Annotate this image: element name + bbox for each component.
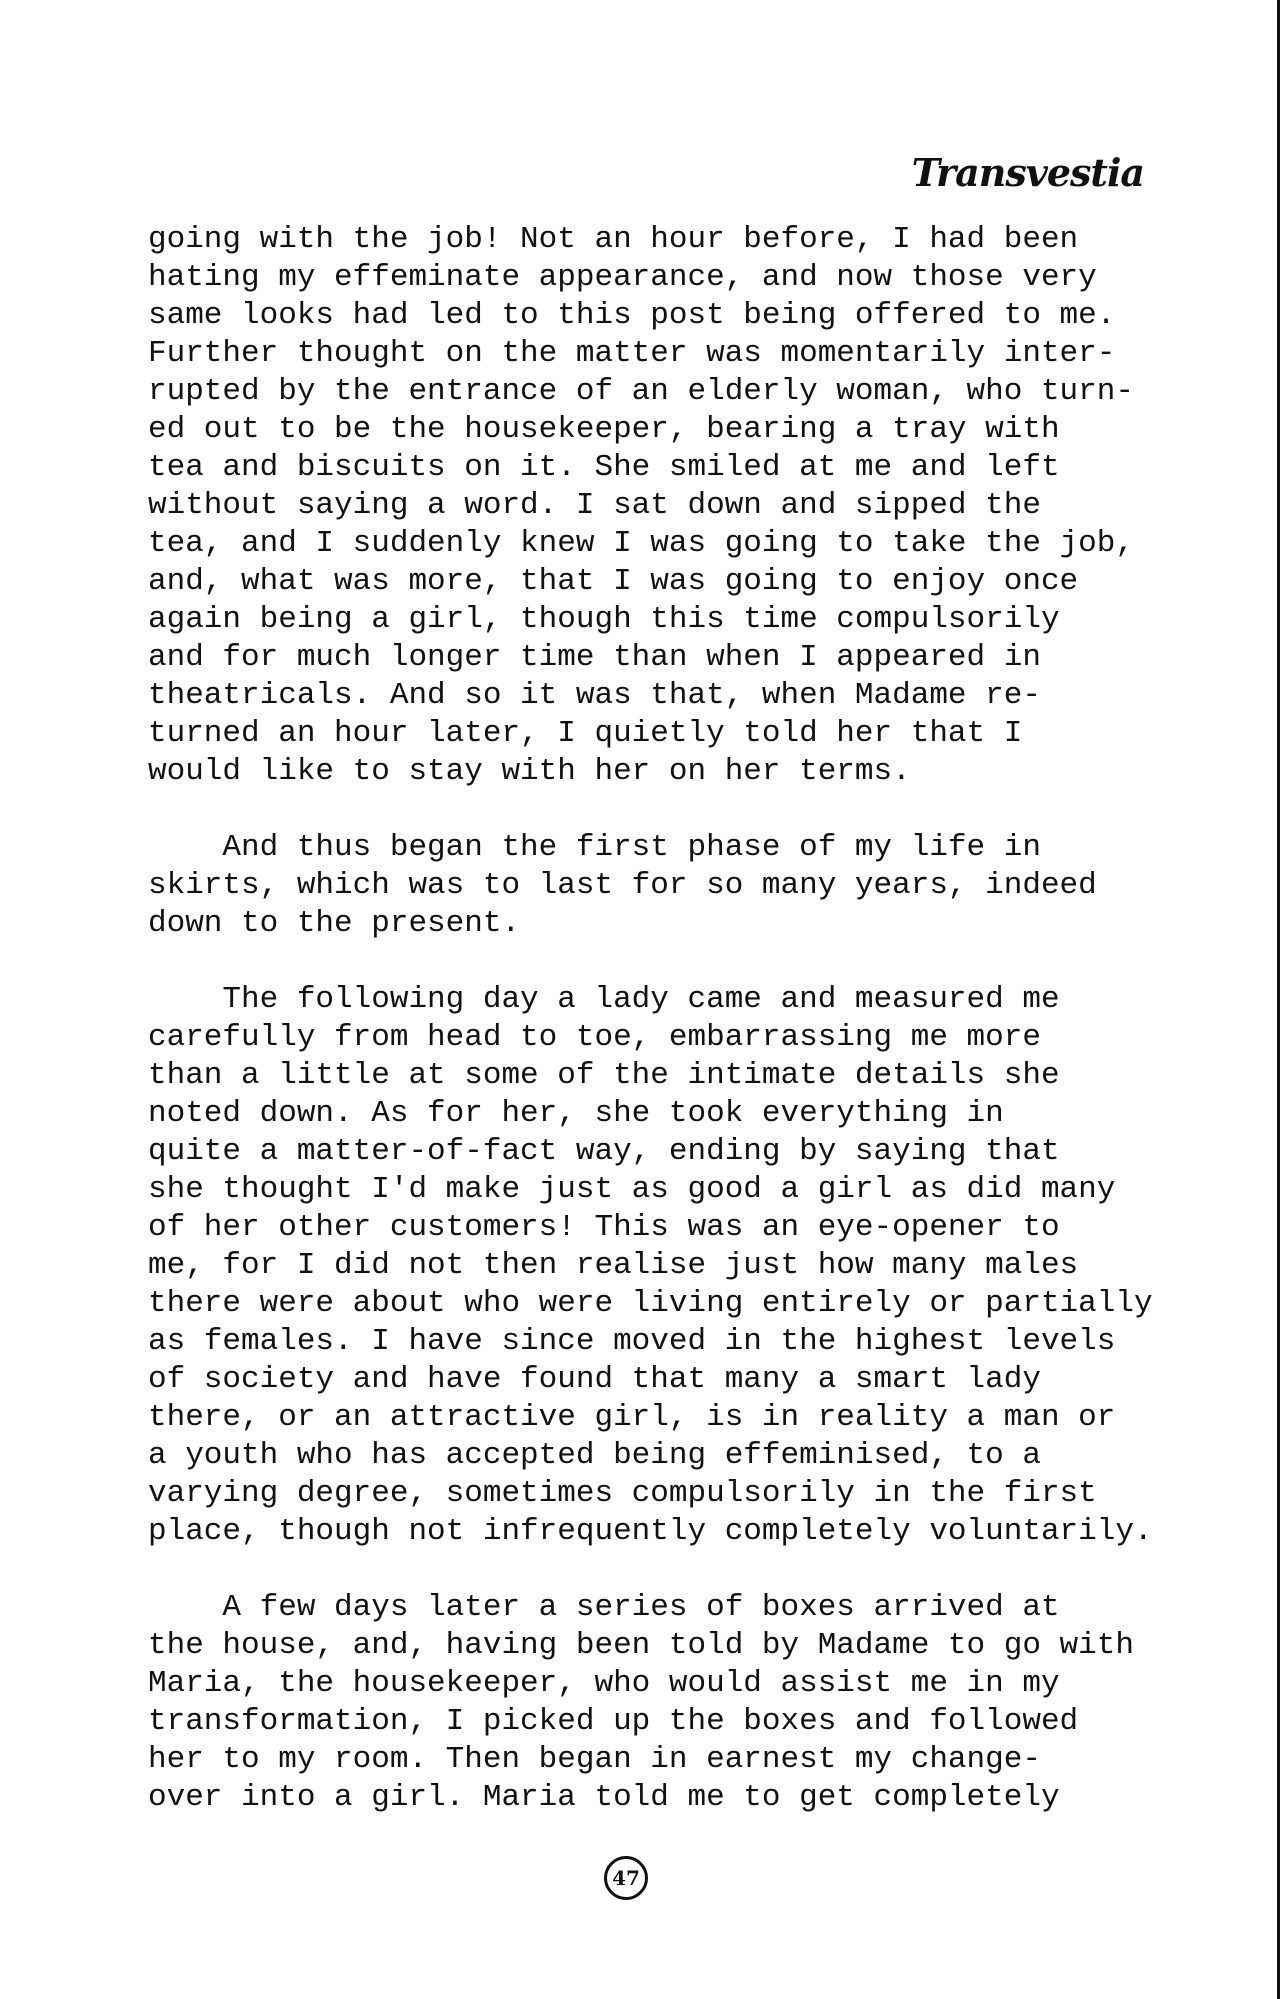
text-line: hating my effeminate appearance, and now those very — [148, 260, 1097, 295]
text-line: same looks had led to this post being offered to me. — [148, 298, 1116, 333]
text-line: there were about who were living entirely or partially — [148, 1286, 1153, 1321]
text-line: carefully from head to toe, embarrassing me more — [148, 1020, 1041, 1055]
text-line: would like to stay with her on her terms. — [148, 754, 911, 789]
text-line: transformation, I picked up the boxes and followed — [148, 1704, 1079, 1739]
text-line: her to my room. Then began in earnest my change- — [148, 1742, 1041, 1777]
text-line: The following day a lady came and measured me — [148, 982, 1060, 1017]
body-text — [148, 221, 1188, 1855]
running-header-title: Transvestia — [911, 150, 1144, 195]
text-line: and, what was more, that I was going to enjoy once — [148, 564, 1079, 599]
text-line: a youth who has accepted being effeminised, to a — [148, 1438, 1041, 1473]
text-line: theatricals. And so it was that, when Madame re- — [148, 678, 1041, 713]
text-line: skirts, which was to last for so many years, indeed — [148, 868, 1097, 903]
text-line: tea, and I suddenly knew I was going to take the job, — [148, 526, 1134, 561]
text-line: than a little at some of the intimate details she — [148, 1058, 1060, 1093]
text-line: me, for I did not then realise just how many males — [148, 1248, 1079, 1283]
text-line: again being a girl, though this time compulsorily — [148, 602, 1060, 637]
text-line: going with the job! Not an hour before, I had been — [148, 222, 1079, 257]
paragraph — [148, 829, 1188, 943]
text-line: varying degree, sometimes compulsorily in the first — [148, 1476, 1097, 1511]
text-line: Further thought on the matter was momentarily inter- — [148, 336, 1116, 371]
text-line: as females. I have since moved in the highest levels — [148, 1324, 1116, 1359]
text-line: and for much longer time than when I appeared in — [148, 640, 1041, 675]
text-line: over into a girl. Maria told me to get completely — [148, 1780, 1060, 1815]
text-line: noted down. As for her, she took everything in — [148, 1096, 1004, 1131]
text-line: of her other customers! This was an eye-opener to — [148, 1210, 1060, 1245]
text-line: turned an hour later, I quietly told her that I — [148, 716, 1023, 751]
page-edge-line — [1277, 0, 1280, 1999]
text-line: rupted by the entrance of an elderly woman, who turn- — [148, 374, 1134, 409]
text-line: place, though not infrequently completely voluntarily. — [148, 1514, 1153, 1549]
text-line: without saying a word. I sat down and sipped the — [148, 488, 1041, 523]
paragraph — [148, 221, 1188, 791]
text-line: there, or an attractive girl, is in reality a man or — [148, 1400, 1116, 1435]
text-line: Maria, the housekeeper, who would assist me in my — [148, 1666, 1060, 1701]
paragraph — [148, 981, 1188, 1551]
text-line: ed out to be the housekeeper, bearing a tray with — [148, 412, 1060, 447]
paragraph — [148, 1589, 1188, 1817]
text-line: tea and biscuits on it. She smiled at me and left — [148, 450, 1060, 485]
page-number-badge: 47 — [604, 1856, 648, 1900]
text-line: quite a matter-of-fact way, ending by saying that — [148, 1134, 1060, 1169]
text-line: down to the present. — [148, 906, 521, 941]
text-line: of society and have found that many a smart lady — [148, 1362, 1041, 1397]
text-line: And thus began the first phase of my life in — [148, 830, 1041, 865]
text-line: the house, and, having been told by Madame to go with — [148, 1628, 1134, 1663]
text-line: she thought I'd make just as good a girl as did many — [148, 1172, 1116, 1207]
text-line: A few days later a series of boxes arrived at — [148, 1590, 1060, 1625]
